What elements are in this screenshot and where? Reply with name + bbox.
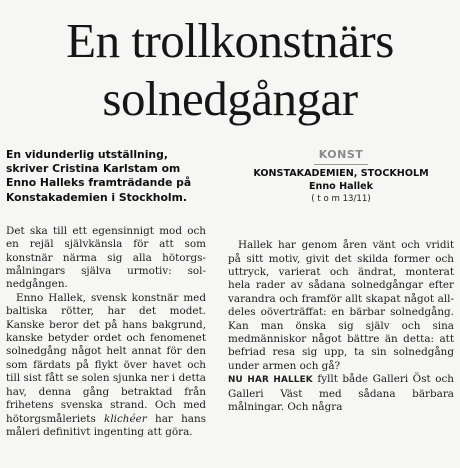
exhibition-dates: ( t o m 13/11) <box>311 194 371 205</box>
article-lede <box>6 148 206 205</box>
venue-name: KONSTAKADEMIEN, STOCKHOLM <box>253 168 429 179</box>
artist-name: Enno Hallek <box>308 180 374 192</box>
article-headline <box>0 12 460 128</box>
left-column <box>6 148 206 439</box>
body-paragraph-4-text: fyllt både Galleri Öst och Galleri Väst med sådana bärbara målningar. Och några <box>228 373 454 414</box>
right-body-text <box>228 239 454 414</box>
kicker-rule <box>314 164 368 165</box>
lede-line-4: Konstakademien i Stockholm. <box>6 190 187 204</box>
headline-line-2: solnedgångar <box>102 71 358 126</box>
lede-line-3: Enno Halleks framträdande på <box>6 176 192 190</box>
body-paragraph-3: Hallek har genom åren vänt och vridit på sitt motiv, givit det skilda former och uttryck, varierat och ändrat, monterat hela rader av sådana solnedgångar efter varandra och framför allt skapat något alldeles oöverträffat: en bärbar solnedgång. Kan man önska sig själv och sina medmänniskor något bättre än detta: att befriad resa sig upp, ta sin solnedgång under armen och gå? <box>228 239 454 372</box>
body-paragraph-2-end: har hans måleri definitivt ingenting att göra. <box>6 412 206 438</box>
lede-line-2: skriver Cristina Karlstam om <box>6 162 181 176</box>
lede-line-1: En vidunderlig utställning, <box>6 148 168 161</box>
venue-info <box>228 168 454 193</box>
body-paragraph-1: Det ska till ett egensinnigt mod och en rejäl självkänsla för att som konstnär närma sig alla hötorgsmålningars själva urmotiv: solnedgången. <box>6 224 206 291</box>
body-paragraph-2-start: Enno Hallek, svensk konstnär med baltiska rötter, har det modet. Kanske beror det på hans bakgrund, kanske betyder ordet och fenomenet solnedgång något helt annat för den som färdats på flykt över havet och till sist fått se solen sjunka ner i detta hav, denna gång betraktad från frihetens svenska strand. Och med hötorgsmåleriets <box>6 291 206 425</box>
section-kicker: KONST <box>318 148 364 161</box>
body-paragraph-4 <box>228 373 454 414</box>
right-column <box>228 148 454 414</box>
body-paragraph-2-italic: klichéer <box>104 412 147 425</box>
body-paragraph-2 <box>6 292 206 439</box>
headline-line-1: En trollkonstnärs <box>66 13 394 68</box>
run-in-heading: NU HAR HALLEK <box>228 375 313 386</box>
left-body-text <box>6 225 206 440</box>
